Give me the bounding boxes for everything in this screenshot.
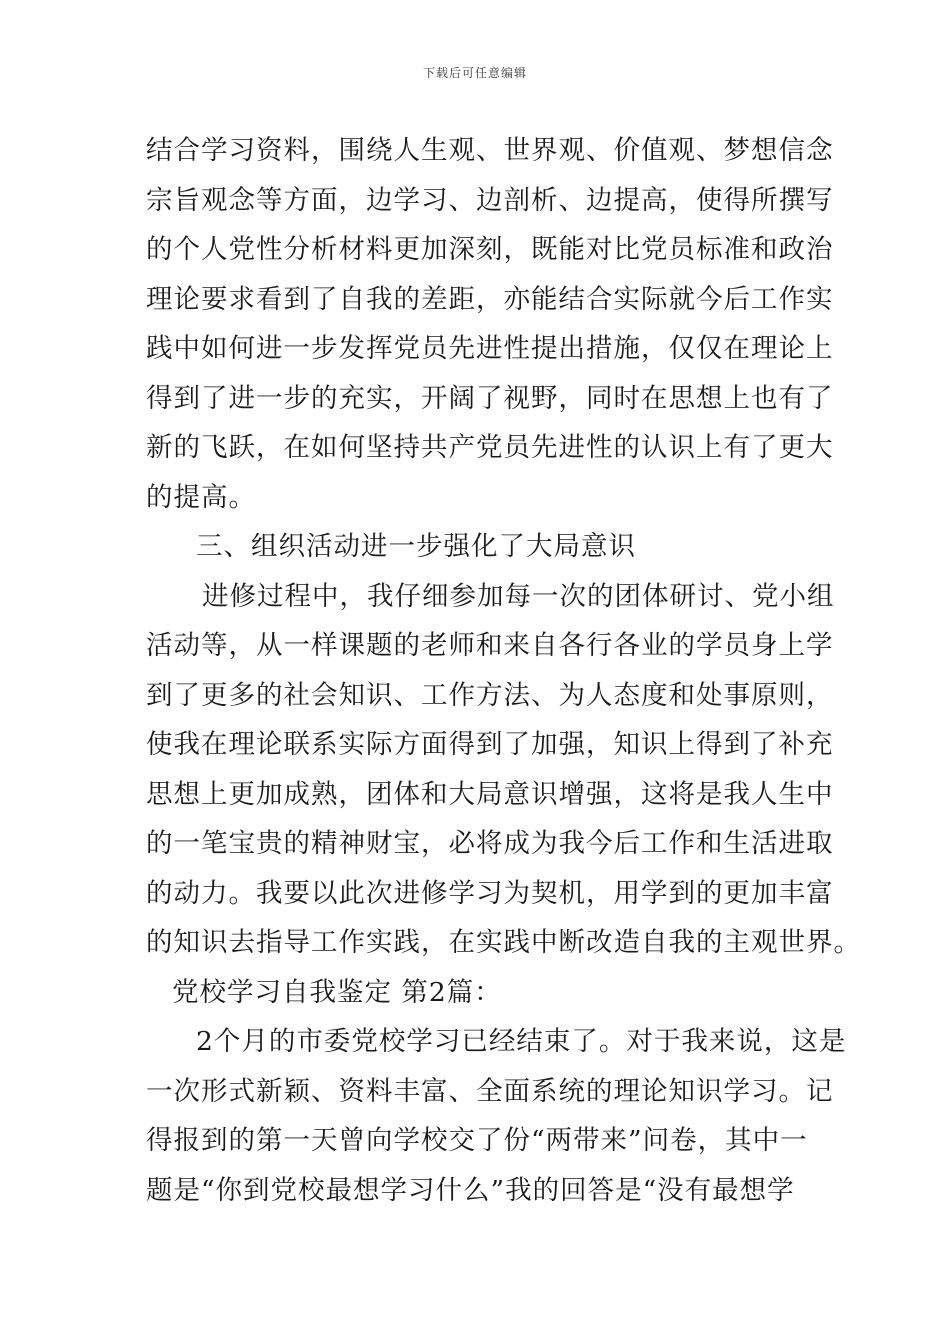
text-line: 活动等，从一样课题的老师和来自各行各业的学员身上学 bbox=[146, 630, 834, 661]
text-line: 的知识去指导工作实践，在实践中断改造自我的主观世界。 bbox=[146, 927, 861, 958]
text-line: 的动力。我要以此次进修学习为契机，用学到的更加丰富 bbox=[146, 877, 834, 909]
text-line: 践中如何进一步发挥党员先进性提出措施，仅仅在理论上 bbox=[146, 333, 834, 364]
text-line: 得到了进一步的充实，开阔了视野，同时在思想上也有了 bbox=[146, 382, 834, 414]
text-line: 进修过程中，我仔细参加每一次的团体研讨、党小组 bbox=[202, 580, 835, 612]
text-line: 思想上更加成熟，团体和大局意识增强，这将是我人生中 bbox=[146, 778, 834, 810]
text-line: 的个人党性分析材料更加深刻，既能对比党员标准和政治 bbox=[146, 234, 834, 265]
text-line: 结合学习资料，围绕人生观、世界观、价值观、梦想信念 bbox=[146, 135, 834, 166]
text-line: 2个月的市委党校学习已经结束了。对于我来说，这是 bbox=[196, 1026, 847, 1057]
section-heading: 三、组织活动进一步强化了大局意识 bbox=[196, 531, 636, 562]
text-line: 使我在理论联系实际方面得到了加强，知识上得到了补充 bbox=[146, 729, 834, 760]
text-line: 得报到的第一天曾向学校交了份“两带来”问卷，其中一 bbox=[146, 1125, 808, 1156]
article-title: 党校学习自我鉴定 第2篇： bbox=[172, 976, 502, 1008]
document-body bbox=[146, 126, 861, 1215]
text-line: 理论要求看到了自我的差距，亦能结合实际就今后工作实 bbox=[146, 283, 834, 315]
text-line: 宗旨观念等方面，边学习、边剖析、边提高，使得所撰写 bbox=[146, 184, 834, 216]
text-line: 的提高。 bbox=[146, 481, 256, 513]
text-line: 一次形式新颖、资料丰富、全面系统的理论知识学习。记 bbox=[146, 1075, 834, 1107]
text-line: 新的飞跃，在如何坚持共产党员先进性的认识上有了更大 bbox=[146, 432, 834, 463]
page-header: 下载后可任意编辑 bbox=[422, 66, 527, 80]
text-line: 到了更多的社会知识、工作方法、为人态度和处事原则， bbox=[146, 679, 834, 711]
text-line: 题是“你到党校最想学习什么”我的回答是“没有最想学 bbox=[146, 1174, 795, 1206]
text-line: 的一笔宝贵的精神财宝，必将成为我今后工作和生活进取 bbox=[146, 828, 834, 859]
